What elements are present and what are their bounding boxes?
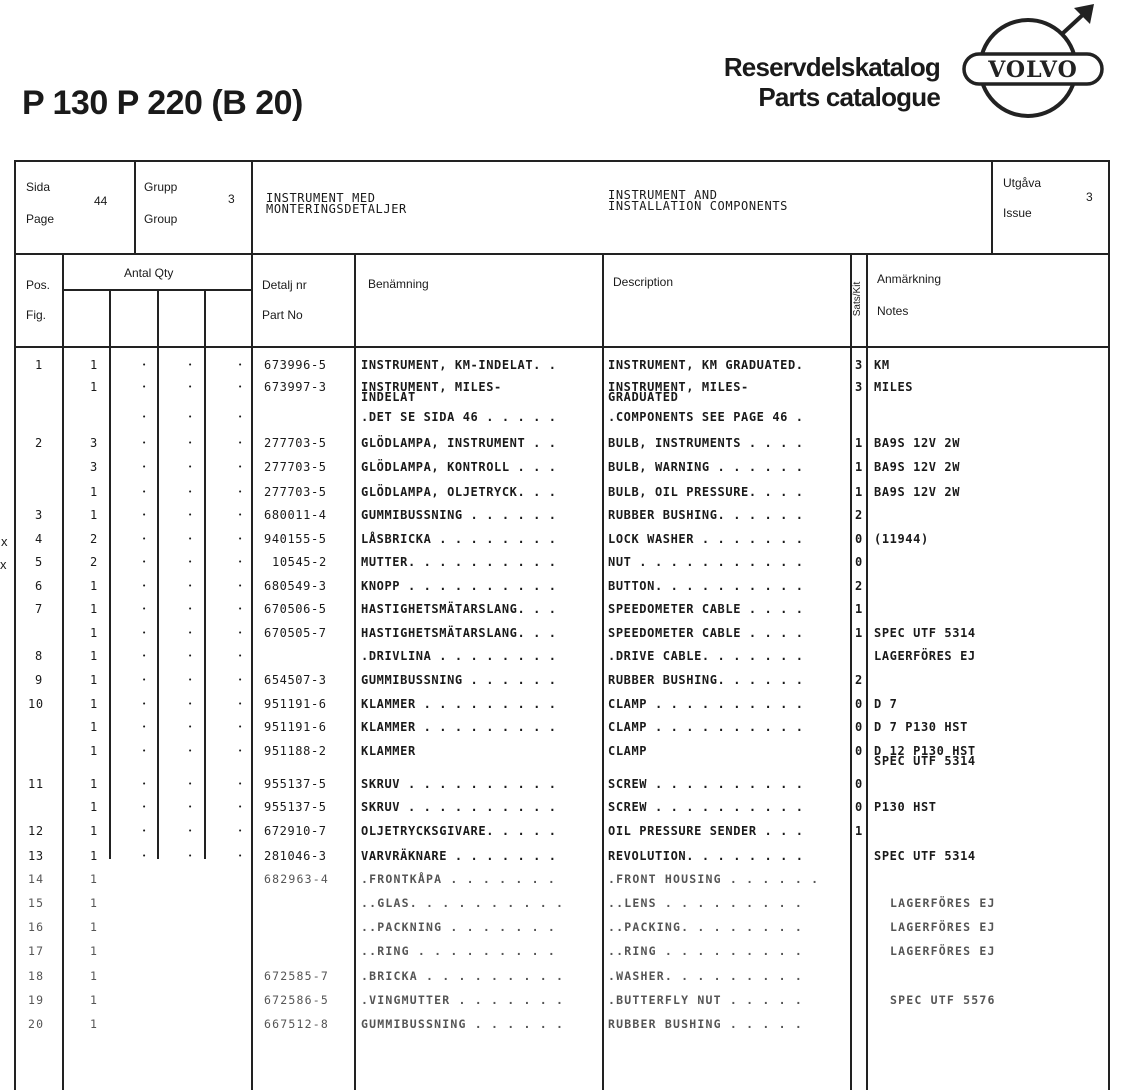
qty-dot: • [188, 535, 193, 543]
row-kit: 1 [855, 824, 863, 838]
row-qty: 2 [90, 555, 98, 569]
row-kit: 0 [855, 555, 863, 569]
row-kit: 1 [855, 602, 863, 616]
row-pos: 14 [28, 872, 45, 886]
row-qty: 1 [90, 697, 98, 711]
row-name-sv: GUMMIBUSSNING . . . . . . [361, 673, 557, 687]
row-qty: 1 [90, 872, 99, 886]
row-notes: BA9S 12V 2W [874, 485, 961, 499]
qty-dot: • [142, 780, 147, 788]
row-qty: 1 [90, 649, 98, 663]
row-qty: 1 [90, 777, 98, 791]
group-label-en: Group [144, 212, 178, 226]
row-pos: 20 [28, 1017, 45, 1031]
qty-dot: • [188, 558, 193, 566]
row-pos: 3 [35, 508, 43, 522]
row-qty: 1 [90, 849, 98, 863]
row-part-no: 673996-5 [264, 358, 327, 372]
margin-mark: x [1, 534, 8, 549]
row-notes: D 7 P130 HST [874, 720, 968, 734]
col-pos-sv: Pos. [26, 278, 51, 292]
row-part-no: 667512-8 [264, 1017, 329, 1031]
row-kit: 2 [855, 508, 863, 522]
row-pos: 11 [28, 777, 44, 791]
row-name-sv: HASTIGHETSMÄTARSLANG. . . [361, 626, 557, 640]
row-qty: 1 [90, 673, 98, 687]
row-part-no: 682963-4 [264, 872, 329, 886]
row-pos: 8 [35, 649, 43, 663]
row-kit: 3 [855, 358, 863, 372]
row-name-sv: .FRONTKÅPA . . . . . . . [361, 872, 556, 886]
page-value: 44 [94, 194, 108, 208]
row-kit: 0 [855, 720, 863, 734]
qty-dot: • [238, 780, 243, 788]
row-desc-en: INSTRUMENT, KM GRADUATED. [608, 358, 804, 372]
row-kit: 1 [855, 460, 863, 474]
row-kit: 2 [855, 579, 863, 593]
row-name-sv: INSTRUMENT, KM-INDELAT. . [361, 358, 557, 372]
row-notes: SPEC UTF 5314 [874, 849, 976, 863]
row-desc-en: .WASHER. . . . . . . . . [608, 969, 803, 983]
row-qty: 1 [90, 626, 98, 640]
row-pos: 2 [35, 436, 43, 450]
qty-dot: • [142, 582, 147, 590]
qty-dot: • [188, 413, 193, 421]
row-name-sv: .DRIVLINA . . . . . . . . [361, 649, 557, 663]
qty-dot: • [238, 558, 243, 566]
qty-dot: • [238, 700, 243, 708]
group-label-sv: Grupp [144, 180, 178, 194]
row-name-sv: HASTIGHETSMÄTARSLANG. . . [361, 602, 557, 616]
col-pos-en: Fig. [26, 308, 47, 322]
row-qty: 1 [90, 380, 98, 394]
row-desc-en: ..LENS . . . . . . . . . [608, 896, 803, 910]
row-notes: D 7 [874, 697, 898, 711]
qty-dot: • [238, 463, 243, 471]
row-notes: BA9S 12V 2W [874, 436, 961, 450]
row-pos: 17 [28, 944, 45, 958]
qty-dot: • [238, 605, 243, 613]
row-qty: 1 [90, 896, 99, 910]
row-name-sv: KLAMMER . . . . . . . . . [361, 720, 557, 734]
qty-dot: • [142, 488, 147, 496]
row-desc-en: OIL PRESSURE SENDER . . . [608, 824, 804, 838]
row-pos: 15 [28, 896, 45, 910]
qty-dot: • [188, 439, 193, 447]
row-name-sv: ..PACKNING . . . . . . . [361, 920, 556, 934]
row-qty: 1 [90, 720, 98, 734]
qty-dot: • [142, 383, 147, 391]
row-name-sv: KLAMMER . . . . . . . . . [361, 697, 557, 711]
row-notes: BA9S 12V 2W [874, 460, 961, 474]
col-part-sv: Detalj nr [262, 278, 307, 292]
row-kit: 1 [855, 626, 863, 640]
row-name-sv: .VINGMUTTER . . . . . . . [361, 993, 565, 1007]
qty-dot: • [142, 629, 147, 637]
col-notes-sv: Anmärkning [877, 272, 942, 286]
qty-dot: • [238, 827, 243, 835]
row-desc-en: CLAMP . . . . . . . . . . [608, 720, 804, 734]
qty-dot: • [238, 361, 243, 369]
qty-dot: • [142, 558, 147, 566]
catalog-title-en: Parts catalogue [758, 82, 940, 112]
row-name-sv: .BRICKA . . . . . . . . . [361, 969, 565, 983]
qty-dot: • [188, 747, 193, 755]
page-label-sv: Sida [26, 180, 51, 194]
col-qty: Antal Qty [124, 266, 174, 280]
row-desc-en: BULB, OIL PRESSURE. . . . [608, 485, 804, 499]
qty-dot: • [142, 700, 147, 708]
row-part-no: 654507-3 [264, 673, 327, 687]
row-part-no: 680549-3 [264, 579, 327, 593]
qty-dot: • [188, 629, 193, 637]
qty-dot: • [142, 361, 147, 369]
qty-dot: • [188, 488, 193, 496]
issue-label-en: Issue [1003, 206, 1032, 220]
row-qty: 1 [90, 969, 99, 983]
qty-dot: • [238, 383, 243, 391]
row-name-sv: .DET SE SIDA 46 . . . . . [361, 410, 557, 424]
row-part-no: 670505-7 [264, 626, 327, 640]
group-value: 3 [228, 192, 235, 206]
row-qty: 1 [90, 993, 99, 1007]
title-en-line2: INSTALLATION COMPONENTS [608, 199, 788, 213]
row-kit: 2 [855, 673, 863, 687]
qty-dot: • [188, 700, 193, 708]
row-qty: 3 [90, 436, 98, 450]
qty-dot: • [142, 803, 147, 811]
qty-dot: • [188, 383, 193, 391]
row-desc-en: RUBBER BUSHING. . . . . . [608, 673, 804, 687]
margin-mark: x [0, 557, 7, 572]
qty-dot: • [188, 780, 193, 788]
row-part-no: 672586-5 [264, 993, 329, 1007]
qty-dot: • [238, 747, 243, 755]
qty-dot: • [238, 652, 243, 660]
col-name-sv: Benämning [368, 277, 429, 291]
qty-dot: • [142, 535, 147, 543]
row-name-sv: VARVRÄKNARE . . . . . . . [361, 849, 557, 863]
row-name-sv: GLÖDLAMPA, INSTRUMENT . . [361, 436, 557, 450]
row-part-no: 673997-3 [264, 380, 327, 394]
row-desc-en: CLAMP . . . . . . . . . . [608, 697, 804, 711]
row-pos: 1 [35, 358, 43, 372]
row-pos: 5 [35, 555, 43, 569]
qty-dot: • [238, 676, 243, 684]
row-part-no: 277703-5 [264, 485, 327, 499]
col-desc-en: Description [613, 275, 674, 289]
row-desc-en: RUBBER BUSHING . . . . . [608, 1017, 803, 1031]
qty-dot: • [188, 652, 193, 660]
row-desc-en: .COMPONENTS SEE PAGE 46 . [608, 410, 804, 424]
row-qty: 1 [90, 579, 98, 593]
row-pos: 18 [28, 969, 45, 983]
row-kit: 0 [855, 800, 863, 814]
model-title: P 130 P 220 (B 20) [22, 84, 303, 122]
row-name-sv: OLJETRYCKSGIVARE. . . . . [361, 824, 557, 838]
row-qty: 2 [90, 532, 98, 546]
row-desc-en: INSTRUMENT, MILES- [608, 380, 749, 394]
row-qty: 1 [90, 920, 99, 934]
row-desc-en: SPEEDOMETER CABLE . . . . [608, 602, 804, 616]
page-label-en: Page [26, 212, 55, 226]
row-notes: SPEC UTF 5576 [890, 993, 996, 1007]
row-notes: LAGERFÖRES EJ [890, 944, 996, 958]
row-part-no: 670506-5 [264, 602, 327, 616]
row-part-no: 951191-6 [264, 697, 327, 711]
row-qty: 1 [90, 800, 98, 814]
row-name-sv: ..GLAS. . . . . . . . . . [361, 896, 565, 910]
row-part-no: 277703-5 [264, 436, 327, 450]
row-name-sv: LÅSBRICKA . . . . . . . . [361, 532, 557, 546]
row-name-sv: SKRUV . . . . . . . . . . [361, 777, 557, 791]
row-qty: 1 [90, 602, 98, 616]
qty-dot: • [142, 852, 147, 860]
qty-dot: • [238, 488, 243, 496]
qty-dot: • [142, 676, 147, 684]
qty-dot: • [238, 413, 243, 421]
row-kit: 0 [855, 744, 863, 758]
row-part-no: 955137-5 [264, 800, 327, 814]
row-kit: 3 [855, 380, 863, 394]
row-notes: D 12 P130 HST [874, 744, 976, 758]
qty-dot: • [238, 535, 243, 543]
row-notes: LAGERFÖRES EJ [890, 896, 996, 910]
row-part-no: 951191-6 [264, 720, 327, 734]
row-part-no: 940155-5 [264, 532, 327, 546]
row-desc-en: .BUTTERFLY NUT . . . . . [608, 993, 803, 1007]
row-desc-en: ..RING . . . . . . . . . [608, 944, 803, 958]
row-notes-cont: SPEC UTF 5314 [874, 754, 976, 768]
qty-dot: • [238, 803, 243, 811]
col-notes-en: Notes [877, 304, 909, 318]
brand-text: VOLVO [988, 57, 1078, 83]
row-pos: 6 [35, 579, 43, 593]
volvo-logo-icon [962, 2, 1112, 124]
row-notes: LAGERFÖRES EJ [874, 649, 976, 663]
catalog-title [655, 52, 940, 112]
row-pos: 9 [35, 673, 43, 687]
row-notes: (11944) [874, 532, 929, 546]
qty-dot: • [188, 803, 193, 811]
row-part-no: 955137-5 [264, 777, 327, 791]
row-pos: 16 [28, 920, 45, 934]
row-pos: 7 [35, 602, 43, 616]
row-name-sv: MUTTER. . . . . . . . . . [361, 555, 557, 569]
title-sv-line2: MONTERINGSDETALJER [266, 202, 407, 216]
row-pos: 12 [28, 824, 44, 838]
row-notes: P130 HST [874, 800, 937, 814]
qty-dot: • [188, 582, 193, 590]
row-qty: 1 [90, 1017, 99, 1031]
row-pos: 19 [28, 993, 45, 1007]
qty-dot: • [142, 605, 147, 613]
row-name-sv-cont: INDELAT [361, 390, 416, 404]
qty-dot: • [238, 723, 243, 731]
catalog-title-sv: Reservdelskatalog [723, 52, 940, 82]
row-pos: 13 [28, 849, 44, 863]
qty-dot: • [188, 676, 193, 684]
row-kit: 1 [855, 436, 863, 450]
row-qty: 1 [90, 744, 98, 758]
qty-dot: • [142, 827, 147, 835]
qty-dot: • [142, 413, 147, 421]
issue-value: 3 [1086, 190, 1093, 204]
col-kit: Sats/Kit [852, 281, 863, 317]
row-name-sv: GLÖDLAMPA, OLJETRYCK. . . [361, 485, 557, 499]
row-desc-en: SCREW . . . . . . . . . . [608, 800, 804, 814]
row-part-no: 281046-3 [264, 849, 327, 863]
row-qty: 1 [90, 944, 99, 958]
qty-dot: • [188, 361, 193, 369]
row-kit: 0 [855, 532, 863, 546]
qty-dot: • [238, 582, 243, 590]
qty-dot: • [142, 747, 147, 755]
row-kit: 1 [855, 485, 863, 499]
row-qty: 1 [90, 358, 98, 372]
row-notes: SPEC UTF 5314 [874, 626, 976, 640]
qty-dot: • [188, 605, 193, 613]
row-desc-en: REVOLUTION. . . . . . . . [608, 849, 804, 863]
row-part-no: 672585-7 [264, 969, 329, 983]
row-pos: 4 [35, 532, 43, 546]
row-part-no: 10545-2 [272, 555, 327, 569]
row-qty: 1 [90, 508, 98, 522]
row-name-sv: SKRUV . . . . . . . . . . [361, 800, 557, 814]
row-name-sv: KLAMMER [361, 744, 416, 758]
row-qty: 1 [90, 824, 98, 838]
qty-dot: • [238, 629, 243, 637]
row-part-no: 672910-7 [264, 824, 327, 838]
row-desc-en: LOCK WASHER . . . . . . . [608, 532, 804, 546]
row-desc-en: BULB, WARNING . . . . . . [608, 460, 804, 474]
row-name-sv: GUMMIBUSSNING . . . . . . [361, 1017, 565, 1031]
row-qty: 3 [90, 460, 98, 474]
row-name-sv: GUMMIBUSSNING . . . . . . [361, 508, 557, 522]
issue-label-sv: Utgåva [1003, 176, 1042, 190]
row-desc-en: .FRONT HOUSING . . . . . . [608, 872, 820, 886]
row-desc-en: NUT . . . . . . . . . . . [608, 555, 804, 569]
qty-dot: • [188, 511, 193, 519]
qty-dot: • [142, 511, 147, 519]
row-desc-en: BULB, INSTRUMENTS . . . . [608, 436, 804, 450]
row-part-no: 680011-4 [264, 508, 327, 522]
col-part-en: Part No [262, 308, 303, 322]
row-notes: MILES [874, 380, 914, 394]
row-desc-en: ..PACKING. . . . . . . . [608, 920, 803, 934]
qty-dot: • [142, 723, 147, 731]
qty-dot: • [238, 511, 243, 519]
title-en-line1: INSTRUMENT AND [608, 188, 718, 202]
row-desc-en: SCREW . . . . . . . . . . [608, 777, 804, 791]
qty-dot: • [238, 439, 243, 447]
title-sv-line1: INSTRUMENT MED [266, 191, 376, 205]
row-name-sv: INSTRUMENT, MILES- [361, 380, 502, 394]
row-notes: LAGERFÖRES EJ [890, 920, 996, 934]
row-desc-en: BUTTON. . . . . . . . . . [608, 579, 804, 593]
qty-dot: • [142, 652, 147, 660]
row-name-sv: ..RING . . . . . . . . . [361, 944, 556, 958]
row-notes: KM [874, 358, 890, 372]
qty-dot: • [188, 827, 193, 835]
row-desc-en: SPEEDOMETER CABLE . . . . [608, 626, 804, 640]
qty-dot: • [188, 852, 193, 860]
row-desc-en-cont: GRADUATED [608, 390, 679, 404]
qty-dot: • [142, 439, 147, 447]
row-name-sv: GLÖDLAMPA, KONTROLL . . . [361, 460, 557, 474]
qty-dot: • [188, 463, 193, 471]
row-qty: 1 [90, 485, 98, 499]
row-desc-en: .DRIVE CABLE. . . . . . . [608, 649, 804, 663]
row-part-no: 951188-2 [264, 744, 327, 758]
row-pos: 10 [28, 697, 44, 711]
row-desc-en: CLAMP [608, 744, 648, 758]
qty-dot: • [238, 852, 243, 860]
row-part-no: 277703-5 [264, 460, 327, 474]
row-name-sv: KNOPP . . . . . . . . . . [361, 579, 557, 593]
qty-dot: • [142, 463, 147, 471]
qty-dot: • [188, 723, 193, 731]
row-kit: 0 [855, 697, 863, 711]
row-kit: 0 [855, 777, 863, 791]
row-desc-en: RUBBER BUSHING. . . . . . [608, 508, 804, 522]
